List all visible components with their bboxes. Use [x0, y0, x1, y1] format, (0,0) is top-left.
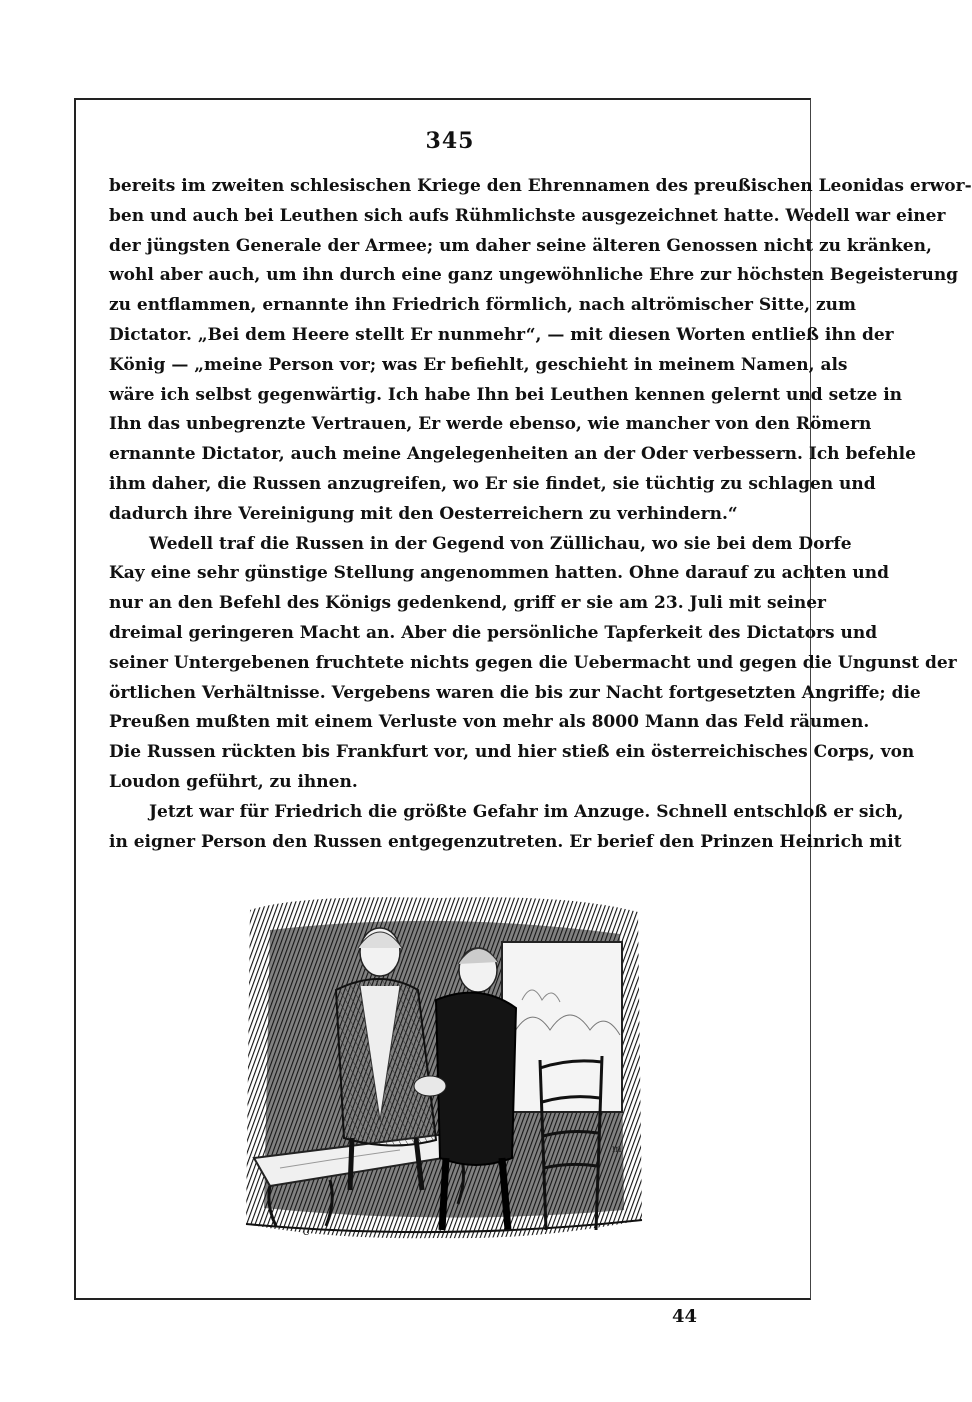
text-line: Dictator. „Bei dem Heere stellt Er nunmehr“, — mit diesen Worten entließ ihn der: [109, 324, 894, 345]
text-line: ihm daher, die Russen anzugreifen, wo Er sie findet, sie tüchtig zu schlagen und: [109, 473, 876, 494]
text-line: Preußen mußten mit einem Verluste von mehr als 8000 Mann das Feld räumen.: [109, 712, 870, 733]
paragraph-1: [109, 172, 972, 530]
svg-text:m: m: [612, 1144, 622, 1155]
text-line: der jüngsten Generale der Armee; um daher seine älteren Genossen nicht zu kränken,: [109, 235, 932, 256]
text-line: König — „meine Person vor; was Er befiehlt, geschieht in meinem Namen, als: [109, 354, 848, 375]
text-line: Loudon geführt, zu ihnen.: [109, 771, 358, 792]
text-line: in eigner Person den Russen entgegenzutreten. Er berief den Prinzen Heinrich mit: [109, 831, 902, 852]
text-line: zu entflammen, ernannte ihn Friedrich förmlich, nach altrömischer Sitte, zum: [109, 295, 857, 316]
svg-text:U: U: [302, 1227, 311, 1238]
text-line: wäre ich selbst gegenwärtig. Ich habe Ihn bei Leuthen kennen gelernt und setze in: [109, 384, 903, 405]
text-line: Die Russen rückten bis Frankfurt vor, und hier stieß ein österreichisches Corps, von: [109, 742, 915, 763]
text-line: dreimal geringeren Macht an. Aber die persönliche Tapferkeit des Dictators und: [109, 622, 878, 643]
text-line: ben und auch bei Leuthen sich aufs Rühmlichste ausgezeichnet hatte. Wedell war einer: [109, 205, 946, 226]
text-line: dadurch ihre Vereinigung mit den Oesterreichern zu verhindern.“: [109, 503, 738, 524]
sheet-signature: 44: [672, 1306, 698, 1327]
text-line: bereits im zweiten schlesischen Kriege den Ehrennamen des preußischen Leonidas erwor-: [109, 176, 972, 196]
text-line: Kay eine sehr günstige Stellung angenommen hatten. Ohne darauf zu achten und: [109, 563, 889, 584]
text-line: örtlichen Verhältnisse. Vergebens waren die bis zur Nacht fortgesetzten Angriffe; die: [109, 682, 921, 703]
text-line: nur an den Befehl des Königs gedenkend, griff er sie am 23. Juli mit seiner: [109, 593, 826, 614]
text-line: Ihn das unbegrenzte Vertrauen, Er werde ebenso, wie mancher von den Römern: [109, 414, 872, 435]
body-text: [109, 172, 972, 857]
text-line: wohl aber auch, um ihn durch eine ganz ungewöhnliche Ehre zur höchsten Begeisterung: [109, 265, 959, 286]
page-number: 345: [425, 128, 475, 154]
paragraph-3: [109, 798, 904, 858]
paragraph-2: [109, 530, 957, 798]
text-line: ernannte Dictator, auch meine Angelegenheiten an der Oder verbessern. Ich befehle: [109, 444, 916, 465]
text-line: Wedell traf die Russen in der Gegend von Züllichau, wo sie bei dem Dorfe: [149, 533, 852, 554]
text-line: seiner Untergebenen fruchtete nichts gegen die Uebermacht und gegen die Ungunst der: [109, 652, 957, 673]
engraving-illustration: [240, 890, 648, 1252]
text-line: Jetzt war für Friedrich die größte Gefahr im Anzuge. Schnell entschloß er sich,: [149, 801, 904, 822]
